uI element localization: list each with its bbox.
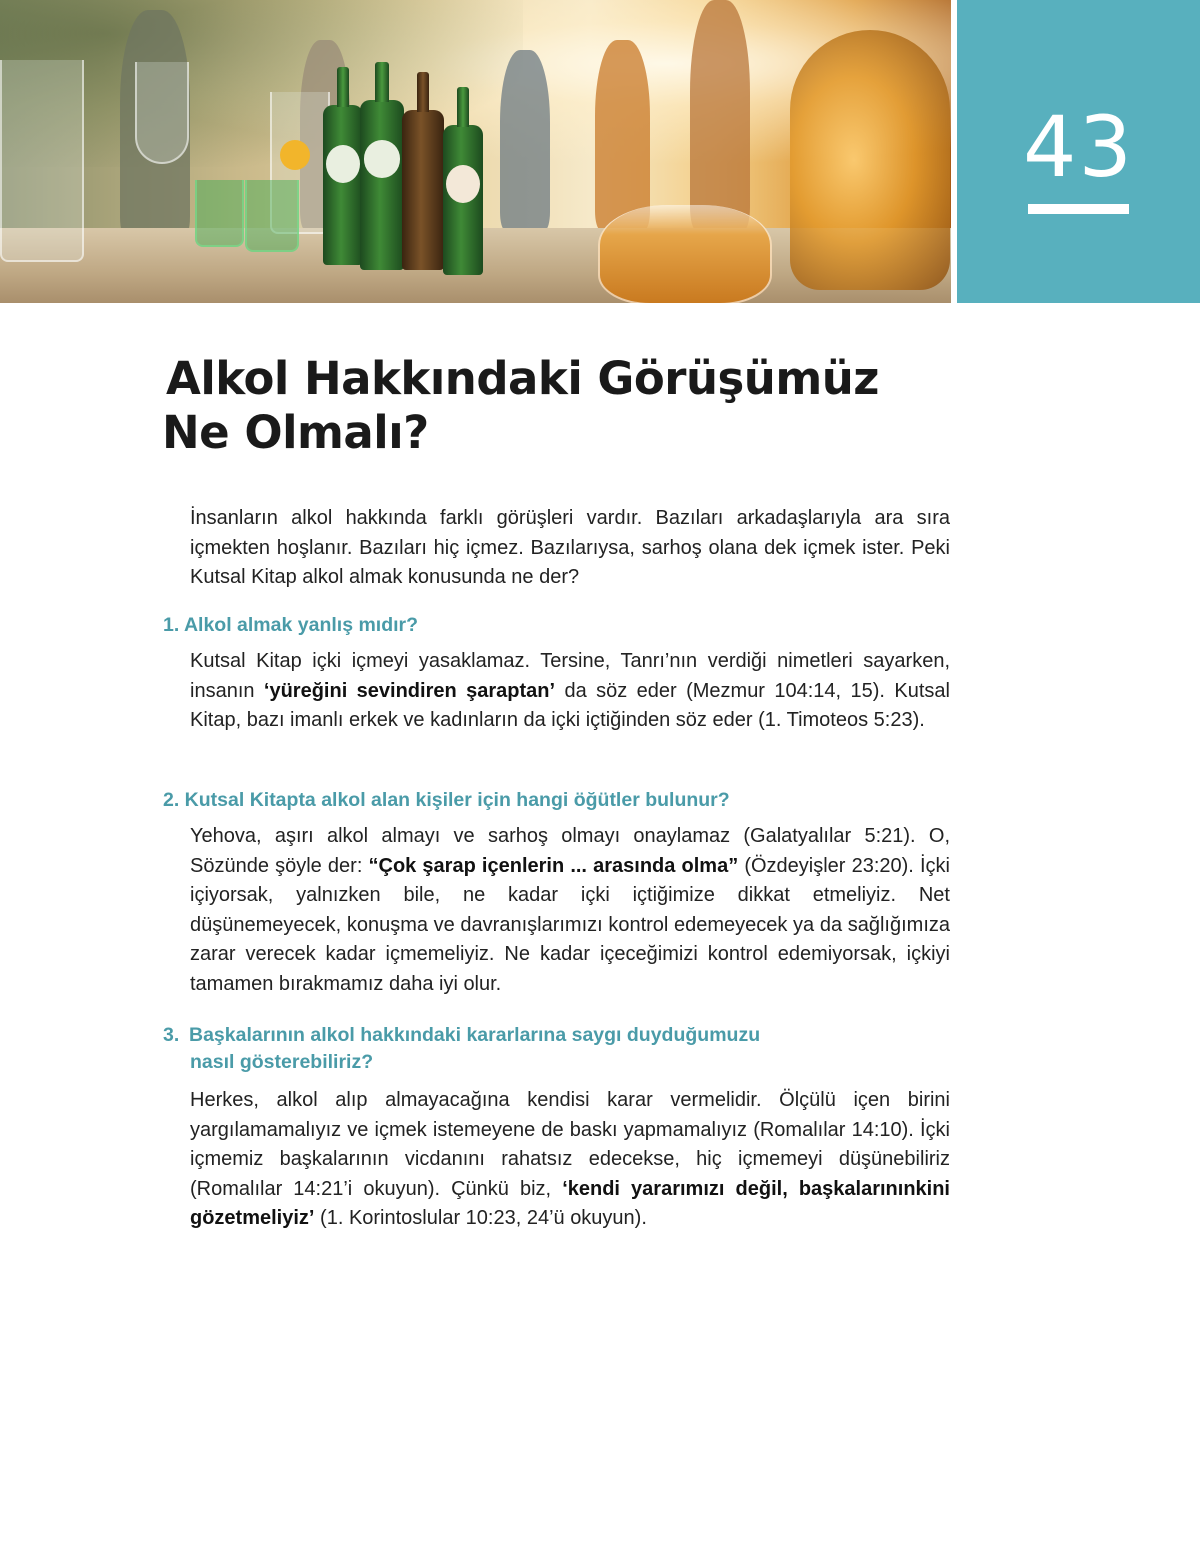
page-title-line-1: Alkol Hakkındaki Görüşümüz [166, 352, 879, 405]
question-2: 2. Kutsal Kitapta alkol alan kişiler için hangi öğütler bulunur? [163, 789, 730, 811]
photo-person [500, 50, 550, 230]
intro-paragraph: İnsanların alkol hakkında farklı görüşleri vardır. Bazıları arkadaşlarıyla ara sıra içmekten hoşlanır. Bazıları hiç içmez. Bazılarıysa, sarhoş olana dek içmek ister. Peki Kutsal Kitap alkol almak konusunda ne der? [190, 507, 950, 588]
answer-3-text: Herkes, alkol alıp almayacağına kendisi karar vermelidir. Ölçülü içen birini yargılamamalıyız ve içmek istemeyene de baskı yapmamalıyız (Romalılar 14:10). İçki içmemiz başkalarının vicdanını rahatsız edecekse, hiç içmemeyi düşünebiliriz (Romalılar 14:21’i okuyun). Çünkü biz, [190, 1089, 950, 1200]
question-1: 1. Alkol almak yanlış mıdır? [163, 614, 419, 636]
answer-3 [190, 1086, 950, 1234]
photo-bottle-label [364, 140, 401, 178]
photo-bottle-label [446, 165, 480, 203]
question-3 [163, 1022, 943, 1076]
answer-1-text: Kutsal Kitap içki içmeyi yasaklamaz. Tersine, Tanrı’nın verdiği nimetleri sayarken, insanın [190, 650, 950, 702]
photo-wine-glass [135, 62, 189, 164]
question-3-number: 3. [163, 1024, 180, 1046]
photo-bottle [402, 110, 444, 270]
chapter-number: 43 [1023, 98, 1134, 196]
photo-green-glass [245, 180, 299, 252]
header-photo [0, 0, 951, 303]
photo-green-glass [195, 180, 244, 247]
photo-lemon [280, 140, 310, 170]
chapter-tab [957, 0, 1200, 303]
answer-1 [190, 647, 950, 736]
photo-beer-glass [598, 205, 772, 303]
photo-bottle [323, 105, 363, 265]
chapter-rule [1028, 204, 1129, 214]
photo-person [690, 0, 750, 230]
answer-2 [190, 822, 950, 999]
answer-2-text: Yehova, aşırı alkol almayı ve sarhoş olmayı onaylamaz (Galatyalılar 5:21). O, Sözünde şöyle der: [190, 825, 950, 877]
photo-person [595, 40, 650, 230]
answer-1-text-end: da söz eder (Mezmur 104:14, 15). Kutsal Kitap, bazı imanlı erkek ve kadınların da içki içtiğinden söz eder (1. Timoteos 5:23). [190, 679, 950, 731]
answer-1-quote: ‘yüreğini sevindiren şaraptan’ [263, 679, 556, 702]
page-title [162, 352, 942, 460]
photo-bottle [360, 100, 404, 270]
photo-bottle [443, 125, 483, 275]
page-title-line-2: Ne Olmalı? [162, 406, 429, 459]
answer-2-quote: “Çok şarap içenlerin ... arasında olma” [368, 854, 739, 877]
answer-3-quote: ‘kendi yararımızı değil, başkalarınınkini gözetmeliyiz’ [190, 1177, 950, 1229]
answer-3-text-end: (1. Korintoslular 10:23, 24’ü okuyun). [314, 1207, 647, 1229]
photo-bottle-label [326, 145, 360, 183]
answer-2-text-end: (Özdeyişler 23:20). İçki içiyorsak, yalnızken bile, ne kadar içki içtiğimize dikkat etmeliyiz. Net düşünemeyecek, konuşma ve davranışlarımızı kontrol edemeyecek ya da sağlığımıza zarar verecek kadar içmemeliyiz. Ne kadar içeceğimizi kontrol edemiyorsak, içkiyi tamamen bırakmamız daha iyi olur. [190, 854, 950, 995]
question-3-line-2: nasıl gösterebiliriz? [190, 1051, 374, 1073]
photo-water-glass [0, 60, 84, 262]
photo-jar [790, 30, 950, 290]
question-3-line-1: Başkalarının alkol hakkındaki kararlarına saygı duyduğumuzu [189, 1024, 761, 1046]
